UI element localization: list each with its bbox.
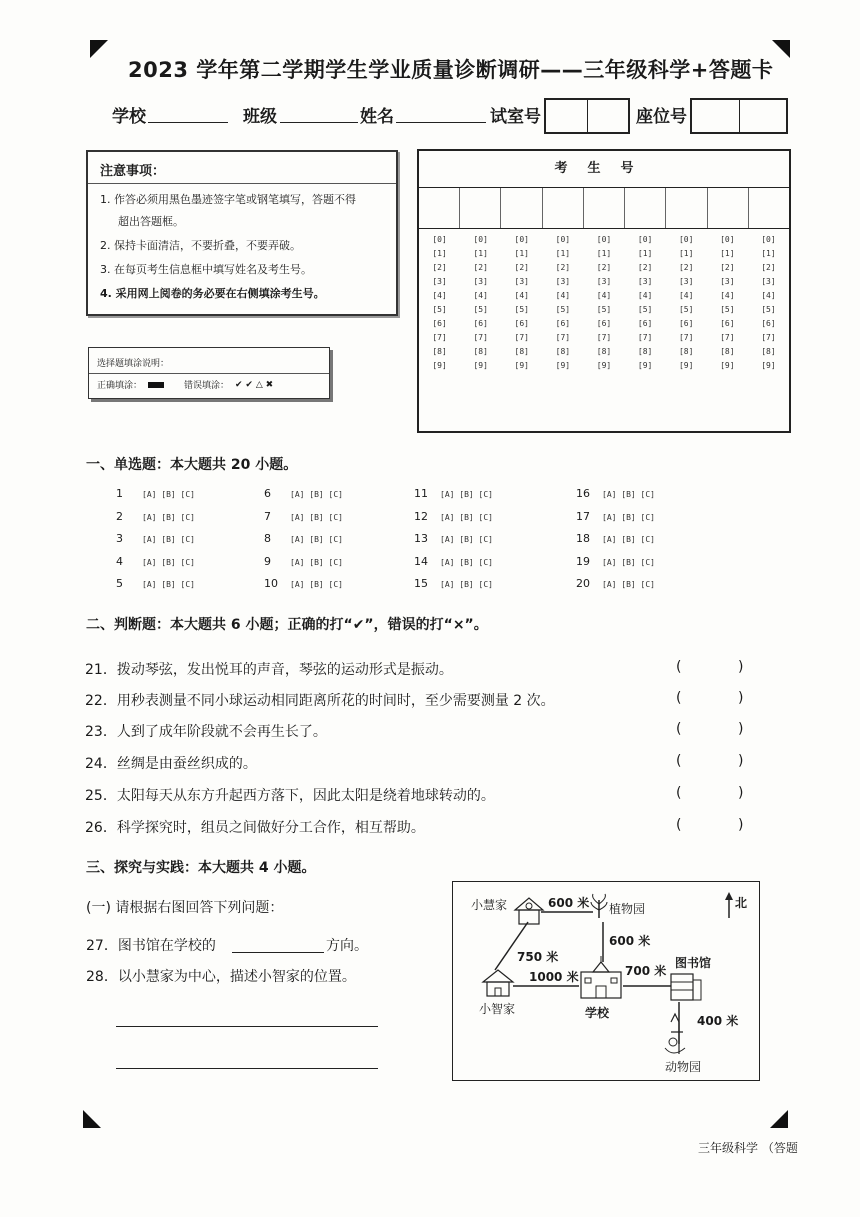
exam-number-bubble[interactable]: [7] xyxy=(514,333,529,342)
map-figure xyxy=(452,881,760,1081)
exam-number-bubble[interactable]: [1] xyxy=(761,249,776,258)
mc-question-row xyxy=(116,577,195,590)
exam-number-column[interactable] xyxy=(707,233,748,373)
mc-options[interactable]: [A] [B] [C] xyxy=(602,513,655,522)
corner-mark-top-right xyxy=(772,40,790,58)
mc-question-number: 10 xyxy=(264,577,278,590)
map-north-label: 北 xyxy=(735,896,748,910)
mc-options[interactable]: [A] [B] [C] xyxy=(290,490,343,499)
notice-item: 3. 在每页考生信息框中填写姓名及考生号。 xyxy=(100,263,312,276)
school-icon xyxy=(581,956,621,998)
mc-options[interactable]: [A] [B] [C] xyxy=(142,580,195,589)
corner-mark-bottom-right xyxy=(770,1110,788,1128)
exam-number-bubble[interactable]: [2] xyxy=(432,263,447,272)
exam-number-bubble[interactable]: [6] xyxy=(473,319,488,328)
mc-question-row xyxy=(576,487,655,500)
q27-text-end: 方向。 xyxy=(326,938,368,954)
mc-options[interactable]: [A] [B] [C] xyxy=(142,513,195,522)
mc-question-row xyxy=(414,532,493,545)
notice-box xyxy=(86,150,398,316)
exam-number-bubble[interactable]: [0] xyxy=(473,235,488,244)
exam-number-bubble[interactable]: [8] xyxy=(596,347,612,356)
mc-question-row xyxy=(264,555,343,568)
exam-number-bubble[interactable]: [2] xyxy=(678,263,694,272)
mc-options[interactable]: [A] [B] [C] xyxy=(440,558,493,567)
exam-number-bubble[interactable]: [0] xyxy=(514,235,529,244)
map-label-zoo: 动物园 xyxy=(665,1060,702,1074)
exam-number-bubble[interactable]: [2] xyxy=(761,263,776,272)
exam-number-bubble[interactable]: [0] xyxy=(678,235,694,244)
exam-number-bubble[interactable]: [1] xyxy=(432,249,447,258)
mc-options[interactable]: [A] [B] [C] xyxy=(290,513,343,522)
tf-answer-close[interactable]: ) xyxy=(738,721,744,737)
exam-number-bubble[interactable]: [4] xyxy=(720,291,735,300)
tf-answer-open[interactable]: ( xyxy=(676,690,682,706)
tf-answer-open[interactable]: ( xyxy=(676,753,682,769)
exam-number-bubble[interactable]: [9] xyxy=(473,361,488,370)
map-label-botanical-garden: 植物园 xyxy=(609,902,646,916)
mc-question-row xyxy=(414,577,493,590)
exam-number-bubble[interactable]: [1] xyxy=(678,249,694,258)
fill-guide-title: 选择题填涂说明： xyxy=(97,359,170,369)
exam-number-bubble[interactable]: [5] xyxy=(555,305,571,314)
section3-subtitle: (一) 请根据右图回答下列问题： xyxy=(86,900,284,916)
exam-number-bubble[interactable]: [5] xyxy=(637,305,653,314)
map-distance: 400 米 xyxy=(697,1014,739,1028)
mc-options[interactable]: [A] [B] [C] xyxy=(440,513,493,522)
exam-number-bubble[interactable]: [8] xyxy=(473,347,488,356)
mc-question-number: 16 xyxy=(576,487,590,500)
mc-question-row xyxy=(264,532,343,545)
mc-options[interactable]: [A] [B] [C] xyxy=(142,535,195,544)
mc-options[interactable]: [A] [B] [C] xyxy=(602,580,655,589)
exam-number-bubble[interactable]: [8] xyxy=(555,347,571,356)
exam-number-bubble[interactable]: [1] xyxy=(720,249,735,258)
exam-number-bubble[interactable]: [5] xyxy=(761,305,776,314)
exam-number-bubble[interactable]: [1] xyxy=(514,249,529,258)
exam-number-bubble[interactable]: [2] xyxy=(473,263,488,272)
exam-number-bubble[interactable]: [9] xyxy=(555,361,571,370)
room-label: 试室号 xyxy=(490,107,541,127)
exam-number-bubble[interactable]: [9] xyxy=(761,361,776,370)
exam-number-bubble[interactable]: [2] xyxy=(637,263,653,272)
section1-title: 一、单选题：本大题共 20 小题。 xyxy=(86,457,298,473)
correct-fill-label: 正确填涂： xyxy=(97,381,143,391)
map-label-xiaozhi-home: 小智家 xyxy=(479,1002,516,1016)
fill-guide-box xyxy=(88,347,330,399)
map-distance: 700 米 xyxy=(625,964,667,978)
map-distance: 600 米 xyxy=(609,934,651,948)
name-label: 姓名 xyxy=(360,107,394,127)
exam-number-bubbles[interactable] xyxy=(419,229,789,373)
mc-question-number: 15 xyxy=(414,577,428,590)
school-field[interactable] xyxy=(148,122,228,123)
exam-number-bubble[interactable]: [8] xyxy=(432,347,447,356)
mc-options[interactable]: [A] [B] [C] xyxy=(440,490,493,499)
exam-number-bubble[interactable]: [5] xyxy=(473,305,488,314)
map-distance: 600 米 xyxy=(548,896,590,910)
mc-options[interactable]: [A] [B] [C] xyxy=(440,580,493,589)
exam-number-column[interactable] xyxy=(625,233,666,373)
mc-question-number: 18 xyxy=(576,532,590,545)
exam-number-bubble[interactable]: [6] xyxy=(514,319,529,328)
exam-number-bubble[interactable]: [0] xyxy=(637,235,653,244)
exam-number-column[interactable] xyxy=(666,233,707,373)
correct-fill-sample xyxy=(148,382,164,388)
mc-question-number: 11 xyxy=(414,487,428,500)
exam-number-bubble[interactable]: [0] xyxy=(432,235,447,244)
notice-item: 4. 采用网上阅卷的务必要在右侧填涂考生号。 xyxy=(100,287,325,300)
mc-question-number: 5 xyxy=(116,577,123,590)
exam-number-bubble[interactable]: [4] xyxy=(473,291,488,300)
exam-number-bubble[interactable]: [5] xyxy=(596,305,612,314)
exam-number-bubble[interactable]: [1] xyxy=(637,249,653,258)
exam-number-bubble[interactable]: [2] xyxy=(555,263,571,272)
exam-number-bubble[interactable]: [8] xyxy=(637,347,653,356)
corner-mark-bottom-left xyxy=(83,1110,101,1128)
map-distance: 1000 米 xyxy=(529,970,579,984)
exam-number-bubble[interactable]: [7] xyxy=(555,333,571,342)
notice-item: 1. 作答必须用黑色墨迹签字笔或钢笔填写，答题不得 xyxy=(100,193,356,206)
exam-number-bubble[interactable]: [7] xyxy=(473,333,488,342)
mc-question-number: 17 xyxy=(576,510,590,523)
mc-options[interactable]: [A] [B] [C] xyxy=(142,558,195,567)
exam-number-bubble[interactable]: [4] xyxy=(637,291,653,300)
mc-options[interactable]: [A] [B] [C] xyxy=(602,535,655,544)
mc-options[interactable]: [A] [B] [C] xyxy=(290,558,343,567)
exam-number-bubble[interactable]: [4] xyxy=(432,291,447,300)
botanical-garden-icon xyxy=(591,894,607,918)
exam-number-bubble[interactable]: [3] xyxy=(637,277,653,286)
mc-question-row xyxy=(264,577,343,590)
section3-title: 三、探究与实践：本大题共 4 小题。 xyxy=(86,860,316,876)
mc-options[interactable]: [A] [B] [C] xyxy=(440,535,493,544)
wrong-fill-label: 错误填涂： xyxy=(184,381,230,391)
tf-answer-close[interactable]: ) xyxy=(738,817,744,833)
mc-question-row xyxy=(414,510,493,523)
mc-options[interactable]: [A] [B] [C] xyxy=(290,535,343,544)
zoo-icon xyxy=(665,1014,685,1054)
mc-question-number: 12 xyxy=(414,510,428,523)
exam-number-bubble[interactable]: [3] xyxy=(596,277,612,286)
tf-answer-open[interactable]: ( xyxy=(676,785,682,801)
exam-number-bubble[interactable]: [3] xyxy=(432,277,447,286)
exam-number-bubble[interactable]: [3] xyxy=(514,277,529,286)
tf-question: 24．丝绸是由蚕丝织成的。 xyxy=(85,756,257,772)
exam-number-bubble[interactable]: [4] xyxy=(761,291,776,300)
exam-number-bubble[interactable]: [1] xyxy=(596,249,612,258)
mc-question-number: 4 xyxy=(116,555,123,568)
xiaozhi-home-icon xyxy=(483,970,513,996)
exam-number-bubble[interactable]: [7] xyxy=(637,333,653,342)
exam-number-bubble[interactable]: [6] xyxy=(596,319,612,328)
exam-number-bubble[interactable]: [5] xyxy=(678,305,694,314)
library-icon xyxy=(671,974,701,1000)
exam-number-bubble[interactable]: [9] xyxy=(432,361,447,370)
tf-answer-open[interactable]: ( xyxy=(676,659,682,675)
mc-options[interactable]: [A] [B] [C] xyxy=(142,490,195,499)
xiaohui-home-icon xyxy=(515,898,543,924)
mc-question-row xyxy=(116,555,195,568)
footer-text: 三年级科学 （答题 xyxy=(698,1141,798,1155)
map-label-xiaohui-home: 小慧家 xyxy=(471,898,508,912)
exam-number-bubble[interactable]: [1] xyxy=(555,249,571,258)
q27-text-start: 27．图书馆在学校的 xyxy=(86,938,216,954)
q28-text: 28．以小慧家为中心，描述小智家的位置。 xyxy=(86,969,356,985)
exam-number-bubble[interactable]: [0] xyxy=(555,235,571,244)
mc-question-number: 8 xyxy=(264,532,271,545)
exam-number-bubble[interactable]: [6] xyxy=(720,319,735,328)
page-title: 2023 学年第二学期学生学业质量诊断调研——三年级科学+答题卡 xyxy=(128,58,774,82)
exam-number-bubble[interactable]: [3] xyxy=(678,277,694,286)
mc-question-row xyxy=(576,577,655,590)
exam-number-column[interactable] xyxy=(583,233,624,373)
exam-number-bubble[interactable]: [3] xyxy=(761,277,776,286)
exam-number-bubble[interactable]: [9] xyxy=(637,361,653,370)
exam-number-bubble[interactable]: [7] xyxy=(432,333,447,342)
exam-number-bubble[interactable]: [4] xyxy=(514,291,529,300)
mc-question-number: 9 xyxy=(264,555,271,568)
mc-question-number: 7 xyxy=(264,510,271,523)
exam-number-grid xyxy=(417,149,791,433)
mc-question-number: 14 xyxy=(414,555,428,568)
seat-number-boxes[interactable] xyxy=(690,98,788,134)
mc-question-row xyxy=(576,555,655,568)
exam-number-bubble[interactable]: [9] xyxy=(514,361,529,370)
mc-question-number: 1 xyxy=(116,487,123,500)
exam-number-bubble[interactable]: [2] xyxy=(720,263,735,272)
exam-number-bubble[interactable]: [6] xyxy=(678,319,694,328)
tf-question: 25．太阳每天从东方升起西方落下，因此太阳是绕着地球转动的。 xyxy=(85,788,495,804)
exam-number-bubble[interactable]: [5] xyxy=(514,305,529,314)
exam-number-bubble[interactable]: [8] xyxy=(514,347,529,356)
tf-question: 22．用秒表测量不同小球运动相同距离所花的时间时，至少需要测量 2 次。 xyxy=(85,693,555,709)
exam-number-bubble[interactable]: [1] xyxy=(473,249,488,258)
tf-question: 26．科学探究时，组员之间做好分工合作，相互帮助。 xyxy=(85,820,425,836)
exam-number-bubble[interactable]: [2] xyxy=(514,263,529,272)
wrong-fill-samples: ✔ ✔ △ ✖ xyxy=(235,379,274,390)
mc-question-row xyxy=(116,510,195,523)
mc-question-row xyxy=(116,487,195,500)
exam-number-bubble[interactable]: [5] xyxy=(720,305,735,314)
map-distance: 750 米 xyxy=(517,950,559,964)
exam-number-bubble[interactable]: [7] xyxy=(720,333,735,342)
tf-question: 21．拨动琴弦，发出悦耳的声音，琴弦的运动形式是振动。 xyxy=(85,662,453,678)
corner-mark-top-left xyxy=(90,40,108,58)
tf-answer-open[interactable]: ( xyxy=(676,721,682,737)
exam-number-bubble[interactable]: [9] xyxy=(720,361,735,370)
q28-answer-line[interactable] xyxy=(116,1026,378,1027)
exam-number-bubble[interactable]: [9] xyxy=(596,361,612,370)
exam-number-column[interactable] xyxy=(748,233,789,373)
mc-question-number: 3 xyxy=(116,532,123,545)
name-field[interactable] xyxy=(396,122,486,123)
exam-number-bubble[interactable]: [3] xyxy=(720,277,735,286)
tf-answer-close[interactable]: ) xyxy=(738,659,744,675)
exam-number-column[interactable] xyxy=(460,233,501,373)
mc-question-row xyxy=(116,532,195,545)
notice-title: 注意事项： xyxy=(100,164,166,179)
mc-question-number: 6 xyxy=(264,487,271,500)
exam-number-bubble[interactable]: [9] xyxy=(678,361,694,370)
class-field[interactable] xyxy=(280,122,358,123)
exam-number-bubble[interactable]: [5] xyxy=(432,305,447,314)
exam-number-bubble[interactable]: [4] xyxy=(596,291,612,300)
mc-question-number: 2 xyxy=(116,510,123,523)
mc-question-row xyxy=(264,510,343,523)
q27-answer-line[interactable] xyxy=(232,952,324,953)
q28-answer-line[interactable] xyxy=(116,1068,378,1069)
mc-question-number: 20 xyxy=(576,577,590,590)
mc-question-row xyxy=(414,487,493,500)
tf-answer-open[interactable]: ( xyxy=(676,817,682,833)
exam-number-bubble[interactable]: [6] xyxy=(432,319,447,328)
tf-answer-close[interactable]: ) xyxy=(738,690,744,706)
mc-options[interactable]: [A] [B] [C] xyxy=(602,558,655,567)
exam-number-bubble[interactable]: [2] xyxy=(596,263,612,272)
exam-number-bubble[interactable]: [3] xyxy=(473,277,488,286)
exam-number-bubble[interactable]: [7] xyxy=(678,333,694,342)
exam-number-bubble[interactable]: [7] xyxy=(596,333,612,342)
exam-number-bubble[interactable]: [6] xyxy=(637,319,653,328)
notice-item: 超出答题框。 xyxy=(118,215,184,228)
exam-number-bubble[interactable]: [0] xyxy=(761,235,776,244)
exam-number-bubble[interactable]: [6] xyxy=(761,319,776,328)
mc-question-row xyxy=(576,510,655,523)
exam-number-column[interactable] xyxy=(542,233,583,373)
exam-number-column[interactable] xyxy=(501,233,542,373)
exam-number-title: 考生号 xyxy=(419,151,789,188)
exam-number-bubble[interactable]: [8] xyxy=(761,347,776,356)
exam-number-bubble[interactable]: [6] xyxy=(555,319,571,328)
mc-question-number: 13 xyxy=(414,532,428,545)
tf-answer-close[interactable]: ) xyxy=(738,753,744,769)
exam-number-bubble[interactable]: [4] xyxy=(678,291,694,300)
mc-question-number: 19 xyxy=(576,555,590,568)
exam-number-bubble[interactable]: [8] xyxy=(720,347,735,356)
section2-title: 二、判断题：本大题共 6 小题；正确的打“✔”，错误的打“×”。 xyxy=(86,617,488,633)
exam-number-bubble[interactable]: [7] xyxy=(761,333,776,342)
mc-question-row xyxy=(576,532,655,545)
exam-number-write-boxes[interactable] xyxy=(419,188,789,229)
mc-question-row xyxy=(264,487,343,500)
notice-item: 2. 保持卡面清洁，不要折叠，不要弄破。 xyxy=(100,239,301,252)
exam-number-bubble[interactable]: [4] xyxy=(555,291,571,300)
mc-options[interactable]: [A] [B] [C] xyxy=(290,580,343,589)
map-label-library: 图书馆 xyxy=(675,956,712,970)
class-label: 班级 xyxy=(243,107,277,127)
exam-number-bubble[interactable]: [0] xyxy=(596,235,612,244)
room-number-boxes[interactable] xyxy=(544,98,630,134)
mc-question-row xyxy=(414,555,493,568)
tf-question: 23．人到了成年阶段就不会再生长了。 xyxy=(85,724,327,740)
mc-options[interactable]: [A] [B] [C] xyxy=(602,490,655,499)
map-label-school: 学校 xyxy=(585,1006,610,1020)
exam-number-bubble[interactable]: [0] xyxy=(720,235,735,244)
exam-number-column[interactable] xyxy=(419,233,460,373)
school-label: 学校 xyxy=(112,107,146,127)
exam-number-bubble[interactable]: [3] xyxy=(555,277,571,286)
exam-number-bubble[interactable]: [8] xyxy=(678,347,694,356)
tf-answer-close[interactable]: ) xyxy=(738,785,744,801)
seat-label: 座位号 xyxy=(636,107,687,127)
